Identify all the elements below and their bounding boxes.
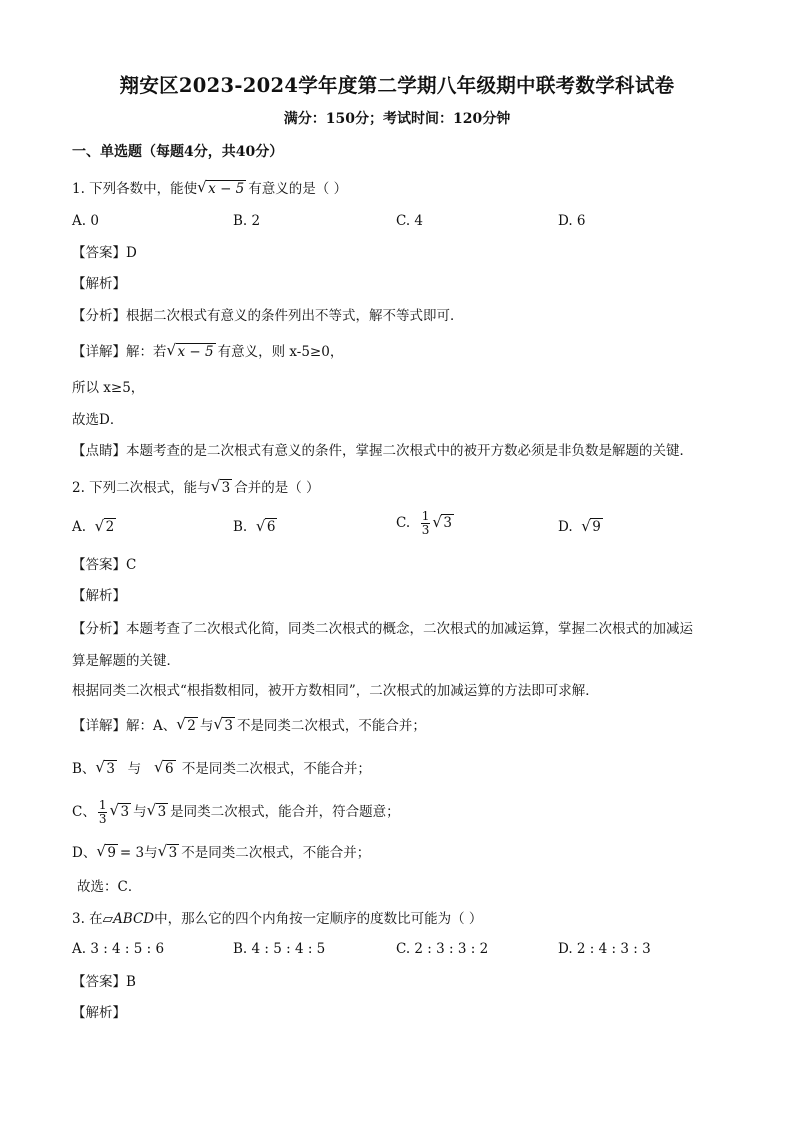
- q1-detail-line-3: 故选D．: [72, 412, 124, 428]
- q2-option-d: D. √ 9: [558, 519, 605, 535]
- fraction-one-third: $\frac{1}{3}$: [98, 798, 107, 826]
- q2-detail-a: 【详解】解：A、√ 2 与√ 3 不是同类二次根式，不能合并；: [72, 716, 426, 736]
- sqrt-6: √ 6: [256, 519, 278, 535]
- sqrt-3: √ 3: [213, 716, 235, 736]
- q1-option-b: B. 2: [233, 213, 261, 229]
- q2-analysis-3: 根据同类二次根式“根指数相同，被开方数相同”，二次根式的加减运算的方法即可求解．: [72, 683, 599, 699]
- sqrt-2: √ 2: [95, 519, 117, 535]
- q2-option-a: A. √ 2: [72, 519, 118, 535]
- q2-detail-d: D、√ 9 = 3与√ 3 不是同类二次根式，不能合并；: [72, 843, 370, 863]
- sqrt-3: √ 3: [95, 759, 117, 779]
- q2-detail-b: B、√ 3 与 √ 6 不是同类二次根式，不能合并；: [72, 759, 371, 779]
- q1-detail: 【详解】解：若√ x − 5 有意义，则 x-5≥0，: [72, 342, 343, 362]
- q1-comment: 【点睛】本题考查的是二次根式有意义的条件，掌握二次根式中的被开方数必须是非负数是解题的关键．: [72, 443, 693, 459]
- page-title: 翔安区2023-2024学年度第二学期八年级期中联考数学科试卷: [119, 74, 675, 97]
- q1-detail-line-2: 所以 x≥5，: [72, 380, 145, 396]
- q1-option-c: C. 4: [396, 213, 424, 229]
- q3-option-c: C. 2 : 3 : 3 : 2: [396, 941, 489, 957]
- q2-analysis-1: 【分析】本题考查了二次根式化简，同类二次根式的概念，二次根式的加减运算，掌握二次根式的加减运: [72, 621, 693, 637]
- sqrt-3: √ 3: [211, 478, 233, 498]
- parallelogram-symbol: ▱: [102, 911, 114, 927]
- q1-answer: 【答案】D: [72, 245, 137, 261]
- q1-analysis: 【分析】根据二次根式有意义的条件列出不等式，解不等式即可．: [72, 308, 464, 324]
- q1-option-d: D. 6: [558, 213, 586, 229]
- question-3-stem: 3. 在▱ABCD中，那么它的四个内角按一定顺序的度数比可能为（ ）: [72, 911, 483, 927]
- sqrt-9: √ 9: [96, 843, 118, 863]
- q3-jiexi: 【解析】: [72, 1005, 126, 1021]
- q2-option-b: B. √ 6: [233, 519, 279, 535]
- q3-option-b: B. 4 : 5 : 4 : 5: [233, 941, 326, 957]
- q2-analysis-2: 算是解题的关键．: [72, 653, 180, 669]
- sqrt-2: √ 2: [176, 716, 198, 736]
- question-2-stem: 2. 下列二次根式，能与√ 3 合并的是（ ）: [72, 478, 320, 498]
- q2-answer: 【答案】C: [72, 557, 137, 573]
- sqrt-3: √ 3: [158, 843, 180, 863]
- sqrt-3: √ 3: [432, 515, 454, 531]
- question-1-stem: 1. 下列各数中，能使√ x − 5 有意义的是（ ）: [72, 179, 347, 199]
- q2-jiexi: 【解析】: [72, 588, 126, 604]
- fraction-one-third: $\frac{1}{3}$: [421, 509, 430, 537]
- section-heading: 一、单选题（每题4分，共40分）: [72, 144, 284, 160]
- q3-option-d: D. 2 : 4 : 3 : 3: [558, 941, 651, 957]
- q3-answer: 【答案】B: [72, 974, 136, 990]
- sqrt-6: √ 6: [154, 759, 176, 779]
- q2-final: 故选：C．: [77, 879, 142, 895]
- sqrt-3: √ 3: [109, 800, 131, 824]
- exam-info: 满分：150分；考试时间：120分钟: [283, 111, 511, 127]
- q2-option-c: C. $\frac{1}{3}$ √ 3: [396, 510, 456, 537]
- q2-detail-c: C、 $\frac{1}{3}$ √ 3 与√ 3 是同类二次根式，能合并，符合题意；: [72, 799, 400, 826]
- q1-jiexi: 【解析】: [72, 276, 126, 292]
- sqrt-expression: √ x − 5: [197, 179, 246, 199]
- sqrt-9: √ 9: [581, 519, 603, 535]
- q1-option-a: A. 0: [72, 213, 99, 229]
- q3-option-a: A. 3 : 4 : 5 : 6: [72, 941, 165, 957]
- sqrt-3: √ 3: [147, 800, 169, 824]
- sqrt-expression: √ x − 5: [167, 342, 216, 362]
